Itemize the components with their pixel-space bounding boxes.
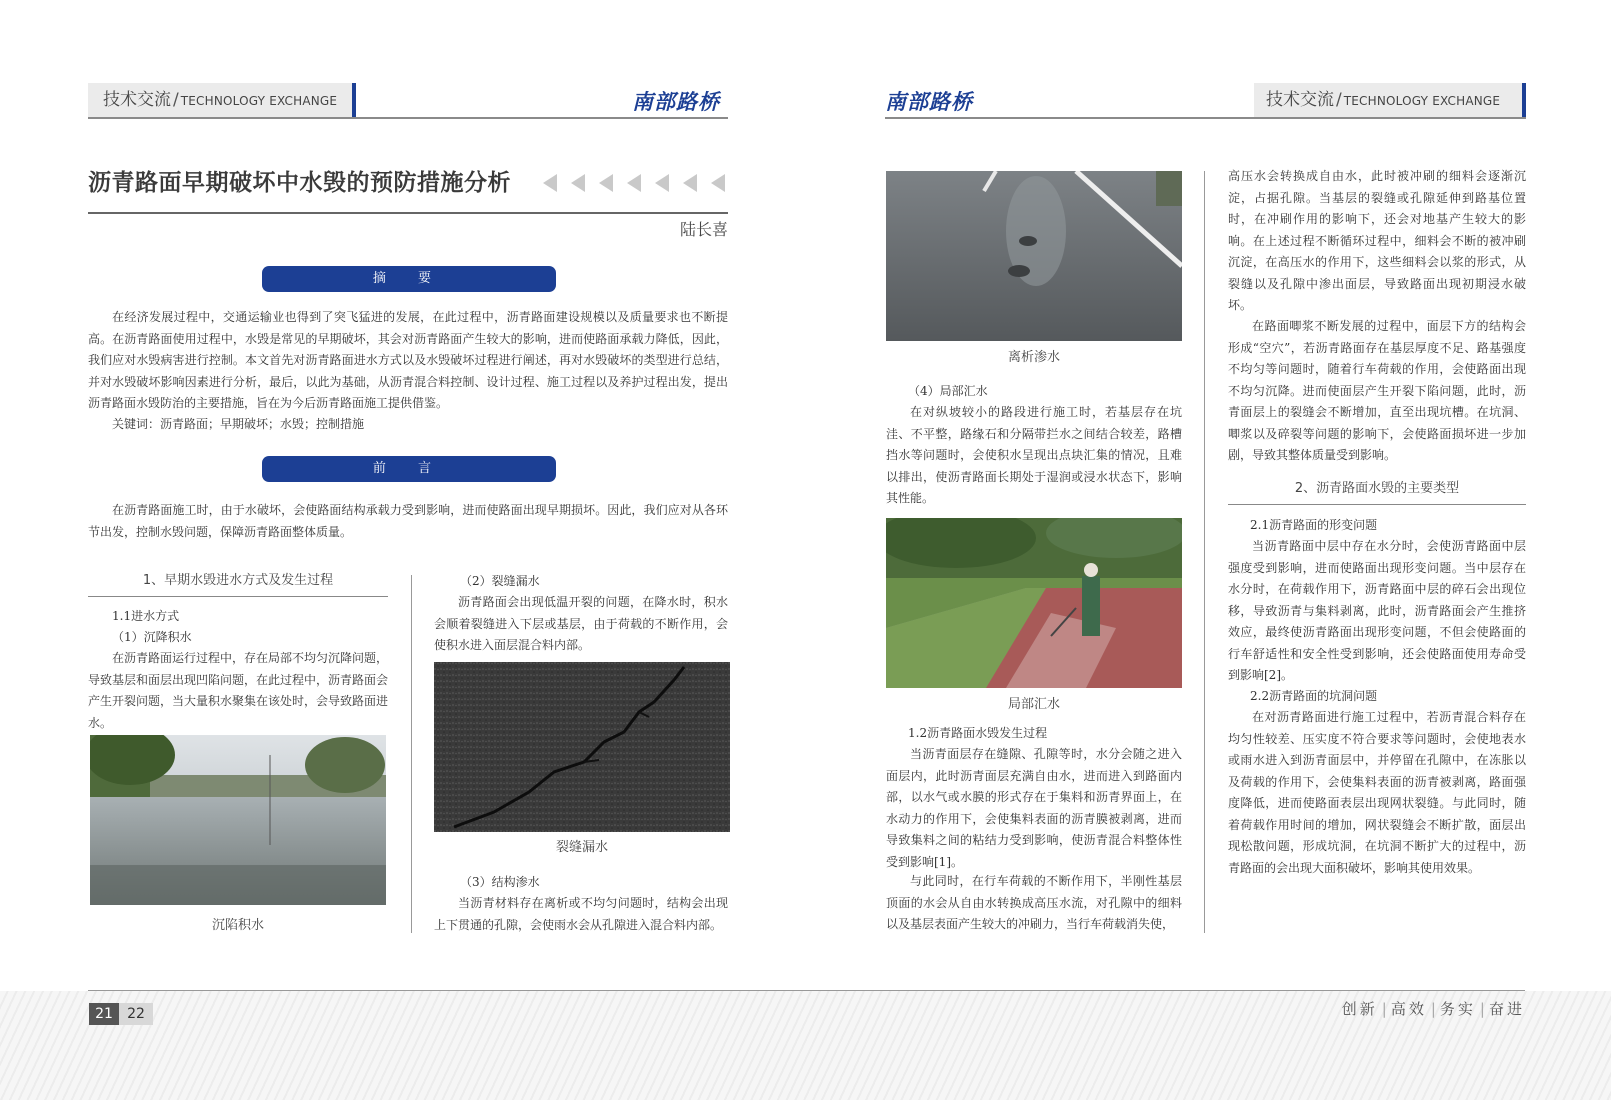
item4-text: 在对纵坡较小的路段进行施工时，若基层存在坑洼、不平整，路缘石和分隔带拦水之间结合较差，路槽挡水等问题时，会使积水呈现出点块汇集的情况，且难以排出，使沥青路面长期处于湿润或浸水状态下，影响其性能。 xyxy=(886,405,1182,505)
photo-settlement-water xyxy=(90,735,386,905)
item1-text: 在沥青路面运行过程中，存在局部不均匀沉降问题，导致基层和面层出现凹陷问题，在此过程中，沥青路面会产生开裂问题，当大量积水聚集在该处时，会导致路面进水。 xyxy=(88,651,389,730)
subsection-2-1: 2.1沥青路面的形变问题 xyxy=(1250,518,1378,532)
section-tab-separator: / xyxy=(1336,90,1342,110)
paragraph-1-2-b: 与此同时，在行车荷载的不断作用下，半刚性基层顶面的水会从自由水转换成高压水流，对孔隙中的细料以及基层表面产生较大的冲刷力，当行车荷载消失使， xyxy=(886,874,1182,931)
section-tab-en: TECHNOLOGY EXCHANGE xyxy=(1343,94,1501,108)
footer-motto: 创新 | 高效 | 务实 | 奋进 xyxy=(1341,1000,1525,1018)
preface-text: 在沥青路面施工时，由于水破坏，会使路面结构承载力受到影响，进而使路面出现早期损坏。因此，我们应对从各环节出发，控制水毁问题，保障沥青路面整体质量。 xyxy=(88,503,728,539)
preface-label: 前 言 xyxy=(262,456,556,482)
subsection-2-2: 2.2沥青路面的坑洞问题 xyxy=(1250,689,1378,703)
left-section-tab xyxy=(88,83,356,117)
item2-title: （2）裂缝漏水 xyxy=(460,574,540,588)
column-divider-left xyxy=(411,575,412,933)
subsection-1-1: 1.1进水方式 xyxy=(112,609,180,623)
photo3-caption: 离析渗水 xyxy=(1007,350,1060,365)
motto-word: 高效 xyxy=(1390,1000,1427,1018)
photo4-caption: 局部汇水 xyxy=(1007,697,1060,712)
section-tab-separator: / xyxy=(173,90,179,110)
right-section-tab xyxy=(1254,83,1526,117)
brand-logo-right: 南部路桥 xyxy=(885,89,973,114)
article-author: 陆长喜 xyxy=(679,220,728,239)
section-tab-zh: 技术交流 xyxy=(1266,90,1334,110)
paragraph-1-2-a: 当沥青面层存在缝隙、孔隙等时，水分会随之进入面层内，此时沥青面层充满自由水，进而进入到路面内部，以水气或水膜的形式存在于集料和沥青界面上，在水动力的作用下，会使集料表面的沥青膜被剥离，进而导致集料之间的粘结力受到影响，使沥青混合料整体性受到影响[1]。 xyxy=(886,747,1182,869)
item3-title: （3）结构渗水 xyxy=(460,875,540,889)
section2-heading: 2、沥青路面水毁的主要类型 xyxy=(1294,481,1460,496)
brand-logo-left: 南部路桥 xyxy=(632,89,720,114)
right-header-rule xyxy=(885,117,1526,119)
title-underline xyxy=(88,212,728,214)
paragraph-col4-b: 在路面唧浆不断发展的过程中，面层下方的结构会形成“空穴”，若沥青路面存在基层厚度不足、路基强度不均匀等问题时，随着行车荷载的作用，会使路面出现不均匀沉降。进而使面层产生开裂下陷问题，此时，沥青面层上的裂缝会不断增加，直至出现坑槽。在坑洞、唧浆以及碎裂等问题的影响下，会使路面损坏进一步加剧，导致其整体质量受到影响。 xyxy=(1228,319,1526,462)
item2-text: 沥青路面会出现低温开裂的问题，在降水时，积水会顺着裂缝进入下层或基层，由于荷载的不断作用，会使积水进入面层混合料内部。 xyxy=(434,595,728,652)
paragraph-col4-a: 高压水会转换成自由水，此时被冲刷的细料会逐渐沉淀，占据孔隙。当基层的裂缝或孔隙延伸到路基位置时，在冲刷作用的影响下，还会对地基产生较大的影响。在上述过程不断循环过程中，细料会不断的被冲刷沉淀，在高压水的作用下，这些细料会以浆的形式，从裂缝以及孔隙中渗出面层，导致路面出现初期浸水破坏。 xyxy=(1228,169,1526,312)
paragraph-2-2: 在对沥青路面进行施工过程中，若沥青混合料存在均匀性较差、压实度不符合要求等问题时，会使地表水或雨水进入到沥青面层中，并停留在孔隙中，在冻胀以及荷载的作用下，会使集料表面的沥青被剥离，路面强度降低，进而使路面表层出现网状裂缝。与此同时，随着荷载作用时间的增加，网状裂缝会不断扩散，面层出现松散问题，形成坑洞，在坑洞不断扩大的过程中，沥青路面的会出现大面积破坏，影响其使用效果。 xyxy=(1228,710,1526,875)
column-divider-right xyxy=(1204,171,1205,933)
item3-text: 当沥青材料存在离析或不均匀问题时，结构会出现上下贯通的孔隙，会使雨水会从孔隙进入混合料内部。 xyxy=(434,896,728,932)
title-arrows-decoration xyxy=(543,171,729,195)
photo-crack-leak xyxy=(434,662,730,832)
left-header-rule xyxy=(88,117,728,119)
motto-word: 务实 xyxy=(1439,1000,1476,1018)
section2-rule xyxy=(1228,504,1526,505)
subsection-1-2: 1.2沥青路面水毁发生过程 xyxy=(908,726,1048,740)
page-number-left: 21 xyxy=(89,1003,119,1025)
abstract-text: 在经济发展过程中，交通运输业也得到了突飞猛进的发展，在此过程中，沥青路面建设规模以及质量要求也不断提高。在沥青路面使用过程中，水毁是常见的早期破坏，其会对沥青路面产生较大的影响，进而使路面承载力降低，因此，我们应对水毁病害进行控制。本文首先对沥青路面进水方式以及水毁破坏过程进行阐述，再对水毁破坏的类型进行总结，并对水毁破坏影响因素进行分析，最后，以此为基础，从沥青混合料控制、设计过程、施工过程以及养护过程出发，提出沥青路面水毁防治的主要措施，旨在为今后沥青路面施工提供借鉴。 xyxy=(88,310,728,410)
section1-rule xyxy=(88,596,388,597)
section-tab-en: TECHNOLOGY EXCHANGE xyxy=(180,94,338,108)
paragraph-2-1: 当沥青路面中层中存在水分时，会使沥青路面中层强度受到影响，进而使路面出现形变问题。当中层存在水分时，在荷载作用下，沥青路面中层的碎石会出现位移，导致沥青与集料剥离，此时，沥青路面会产生推挤效应，最终使沥青路面出现形变问题，不但会使路面的行车舒适性和安全性受到影响，还会使路面使用寿命受到影响[2]。 xyxy=(1228,539,1526,682)
abstract-keywords: 关键词：沥青路面；早期破坏；水毁；控制措施 xyxy=(112,417,365,431)
item1-title: （1）沉降积水 xyxy=(112,630,192,644)
photo-segregation-seepage xyxy=(886,171,1182,341)
section1-heading: 1、早期水毁进水方式及发生过程 xyxy=(142,573,334,588)
article-title: 沥青路面早期破坏中水毁的预防措施分析 xyxy=(88,170,511,196)
page-number-right: 22 xyxy=(119,1003,153,1025)
photo2-caption: 裂缝漏水 xyxy=(555,840,608,855)
footer-rule xyxy=(88,990,1525,991)
motto-word: 创新 xyxy=(1341,1000,1378,1018)
abstract-label: 摘 要 xyxy=(262,266,556,292)
photo-local-catchment xyxy=(886,518,1182,688)
motto-word: 奋进 xyxy=(1488,1000,1525,1018)
photo1-caption: 沉陷积水 xyxy=(211,918,264,933)
item4-title: （4）局部汇水 xyxy=(908,384,988,398)
section-tab-zh: 技术交流 xyxy=(103,90,171,110)
